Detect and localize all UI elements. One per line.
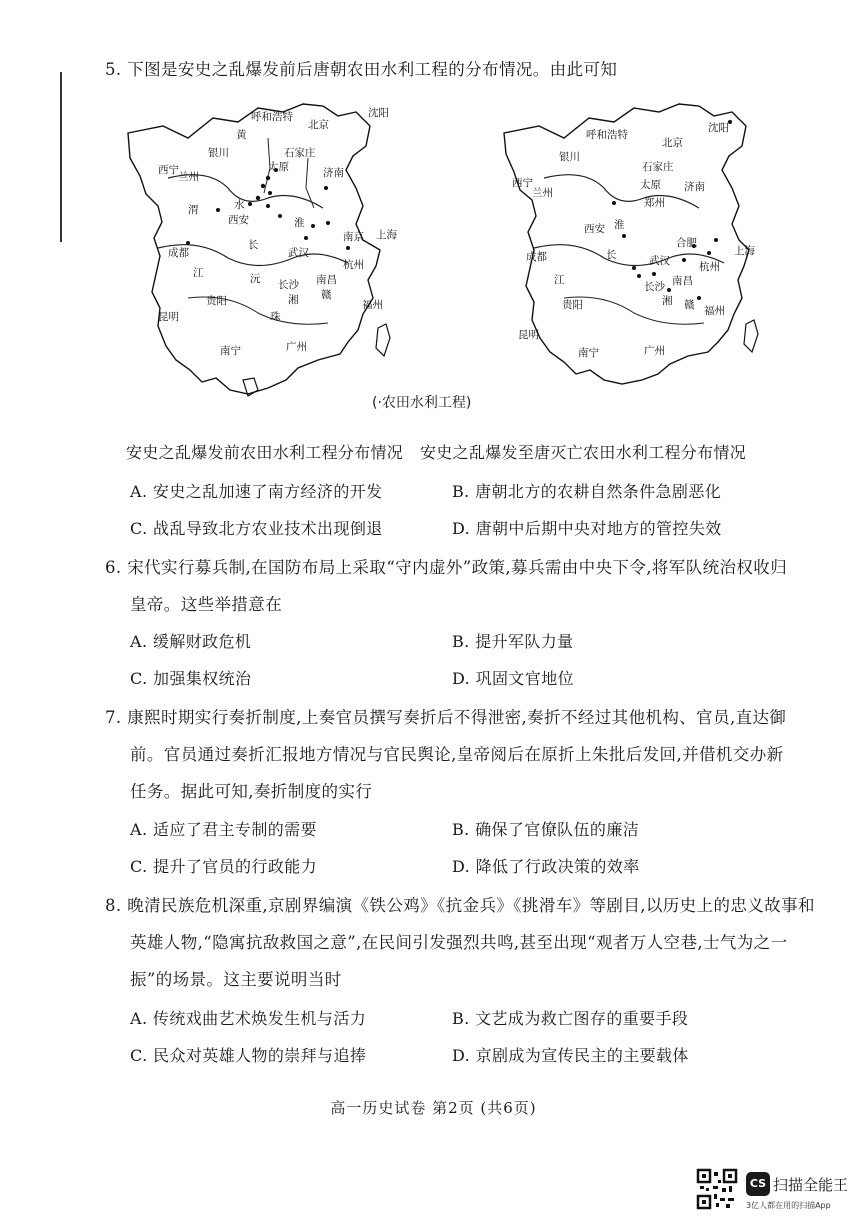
q8-option-b[interactable]: B. 文艺成为救亡图存的重要手段 (452, 1009, 689, 1028)
camscanner-watermark (746, 1172, 848, 1196)
question-7-stem-line2: 前。官员通过奏折汇报地方情况与官民舆论,皇帝阅后在原折上朱批后发回,并借机交办新 (130, 745, 784, 764)
q6-option-c[interactable]: C. 加强集权统治 (130, 669, 252, 688)
label-hangzhou: 杭州 (343, 259, 364, 271)
label-kunming-2: 昆明 (518, 329, 539, 341)
label-shijiazhuang-2: 石家庄 (642, 161, 674, 173)
question-8-stem-line2: 英雄人物,“隐寓抗敌救国之意”,在民间引发强烈共鸣,甚至出现“观者万人空巷,士气为之一 (130, 933, 788, 952)
label-nanning-2: 南宁 (578, 347, 599, 359)
caption-before: 安史之乱爆发前农田水利工程分布情况 (126, 443, 404, 462)
label-fuzhou: 福州 (362, 299, 383, 311)
label-yinchuan-2: 银川 (559, 151, 580, 163)
label-nanning: 南宁 (220, 345, 241, 357)
label-taiyuan: 太原 (268, 161, 289, 173)
label-guangzhou: 广州 (286, 341, 307, 353)
label-fuzhou-2: 福州 (704, 305, 725, 317)
label-huai-2: 淮 (614, 219, 625, 231)
caption-after: 安史之乱爆发至唐灭亡农田水利工程分布情况 (420, 443, 747, 462)
question-7-stem-line3: 任务。据此可知,奏折制度的实行 (130, 782, 373, 801)
label-jinan-2: 济南 (684, 181, 705, 193)
label-shenyang: 沈阳 (368, 107, 389, 119)
q8-option-a[interactable]: A. 传统戏曲艺术焕发生机与活力 (130, 1009, 367, 1028)
label-chang-2: 长 (606, 249, 617, 261)
q6-option-b[interactable]: B. 提升军队力量 (452, 632, 574, 651)
label-shenyang-2: 沈阳 (708, 122, 729, 134)
question-8-stem-line3: 振”的场景。这主要说明当时 (130, 970, 342, 989)
label-changsha: 长沙 (278, 279, 299, 291)
camscanner-logo-icon: CS (746, 1172, 770, 1196)
camscanner-name: 扫描全能王 (773, 1175, 849, 1194)
map-before-rebellion (118, 98, 408, 428)
question-8-stem-line1: 8. 晚清民族危机深重,京剧界编演《铁公鸡》《抗金兵》《挑滑车》等剧目,以历史上的忠义故事和 (105, 896, 815, 915)
label-shanghai: 上海 (376, 229, 397, 241)
label-xiang-2: 湘 (662, 295, 673, 307)
label-wei: 渭 (188, 204, 199, 216)
page-footer: 高一历史试卷 第2页 (共6页) (330, 1099, 537, 1117)
label-shijiazhuang: 石家庄 (284, 147, 316, 159)
label-shanghai-2: 上海 (734, 245, 755, 257)
q7-option-c[interactable]: C. 提升了官员的行政能力 (130, 857, 318, 876)
map-after-svg (494, 98, 769, 388)
label-he1: 黄 (236, 129, 247, 141)
label-beijing: 北京 (308, 119, 329, 131)
label-xining: 西宁 (158, 164, 179, 176)
label-nanchang-2: 南昌 (672, 275, 693, 287)
question-6-stem-line2: 皇帝。这些举措意在 (130, 595, 283, 614)
label-xiang: 湘 (288, 294, 299, 306)
label-gan: 赣 (321, 289, 332, 301)
label-xian-2: 西安 (584, 223, 605, 235)
label-huai: 淮 (294, 217, 305, 229)
label-guangzhou-2: 广州 (644, 345, 665, 357)
binding-margin-line (60, 72, 62, 242)
label-wuhan: 武汉 (288, 247, 309, 259)
label-zhu: 珠 (270, 311, 281, 323)
label-huhehaote: 呼和浩特 (251, 111, 293, 123)
q7-option-a[interactable]: A. 适应了君主专制的需要 (130, 820, 317, 839)
label-taiyuan-2: 太原 (640, 179, 661, 191)
q7-option-b[interactable]: B. 确保了官僚队伍的廉洁 (452, 820, 640, 839)
label-hefei-2: 合肥 (676, 237, 697, 249)
label-xian: 西安 (228, 214, 249, 226)
label-chang: 长 (248, 239, 259, 251)
label-nanchang: 南昌 (316, 274, 337, 286)
label-wuhan-2: 武汉 (649, 255, 670, 267)
label-lanzhou: 兰州 (178, 171, 199, 183)
label-guiyang-2: 贵阳 (562, 299, 583, 311)
label-zhengzhou-2: 郑州 (644, 197, 665, 209)
map-before-svg (118, 98, 408, 428)
question-5-stem: 5. 下图是安史之乱爆发前后唐朝农田水利工程的分布情况。由此可知 (105, 60, 618, 79)
q5-option-c[interactable]: C. 战乱导致北方农业技术出现倒退 (130, 519, 383, 538)
q6-option-d[interactable]: D. 巩固文官地位 (452, 669, 575, 688)
label-jinan: 济南 (323, 167, 344, 179)
label-gan-2: 赣 (684, 299, 695, 311)
label-changsha-2: 长沙 (644, 281, 665, 293)
label-beijing-2: 北京 (662, 137, 683, 149)
q6-option-a[interactable]: A. 缓解财政危机 (130, 632, 252, 651)
q5-option-d[interactable]: D. 唐朝中后期中央对地方的管控失效 (452, 519, 722, 538)
label-jiang: 江 (193, 267, 204, 279)
question-7-stem-line1: 7. 康熙时期实行奏折制度,上奏官员撰写奏折后不得泄密,奏折不经过其他机构、官员,直达御 (105, 708, 787, 727)
label-kunming: 昆明 (158, 311, 179, 323)
label-jiang-2: 江 (554, 274, 565, 286)
label-hangzhou-2: 杭州 (699, 261, 720, 273)
label-shui: 水 (234, 199, 245, 211)
camscanner-tagline: 3亿人都在用的扫描App (746, 1201, 831, 1210)
q8-option-d[interactable]: D. 京剧成为宣传民主的主要载体 (452, 1046, 689, 1065)
label-yinchuan: 银川 (208, 147, 229, 159)
label-nanjing: 南京 (343, 231, 364, 243)
q5-option-b[interactable]: B. 唐朝北方的农耕自然条件急剧恶化 (452, 482, 722, 501)
map-after-rebellion (494, 98, 769, 388)
question-6-stem-line1: 6. 宋代实行募兵制,在国防布局上采取“守内虚外”政策,募兵需由中央下令,将军队统治权收归 (105, 558, 788, 577)
label-chengdu-2: 成都 (526, 251, 547, 263)
qr-code-icon (696, 1168, 738, 1210)
label-lanzhou-2: 兰州 (532, 187, 553, 199)
q5-option-a[interactable]: A. 安史之乱加速了南方经济的开发 (130, 482, 383, 501)
q8-option-c[interactable]: C. 民众对英雄人物的崇拜与追捧 (130, 1046, 367, 1065)
label-huhehaote-2: 呼和浩特 (586, 129, 628, 141)
label-chengdu: 成都 (168, 247, 189, 259)
label-xining-2: 西宁 (512, 177, 533, 189)
label-guiyang: 贵阳 (206, 295, 227, 307)
map-legend: (·农田水利工程) (372, 395, 472, 411)
q7-option-d[interactable]: D. 降低了行政决策的效率 (452, 857, 640, 876)
label-yuan: 沅 (250, 273, 261, 285)
